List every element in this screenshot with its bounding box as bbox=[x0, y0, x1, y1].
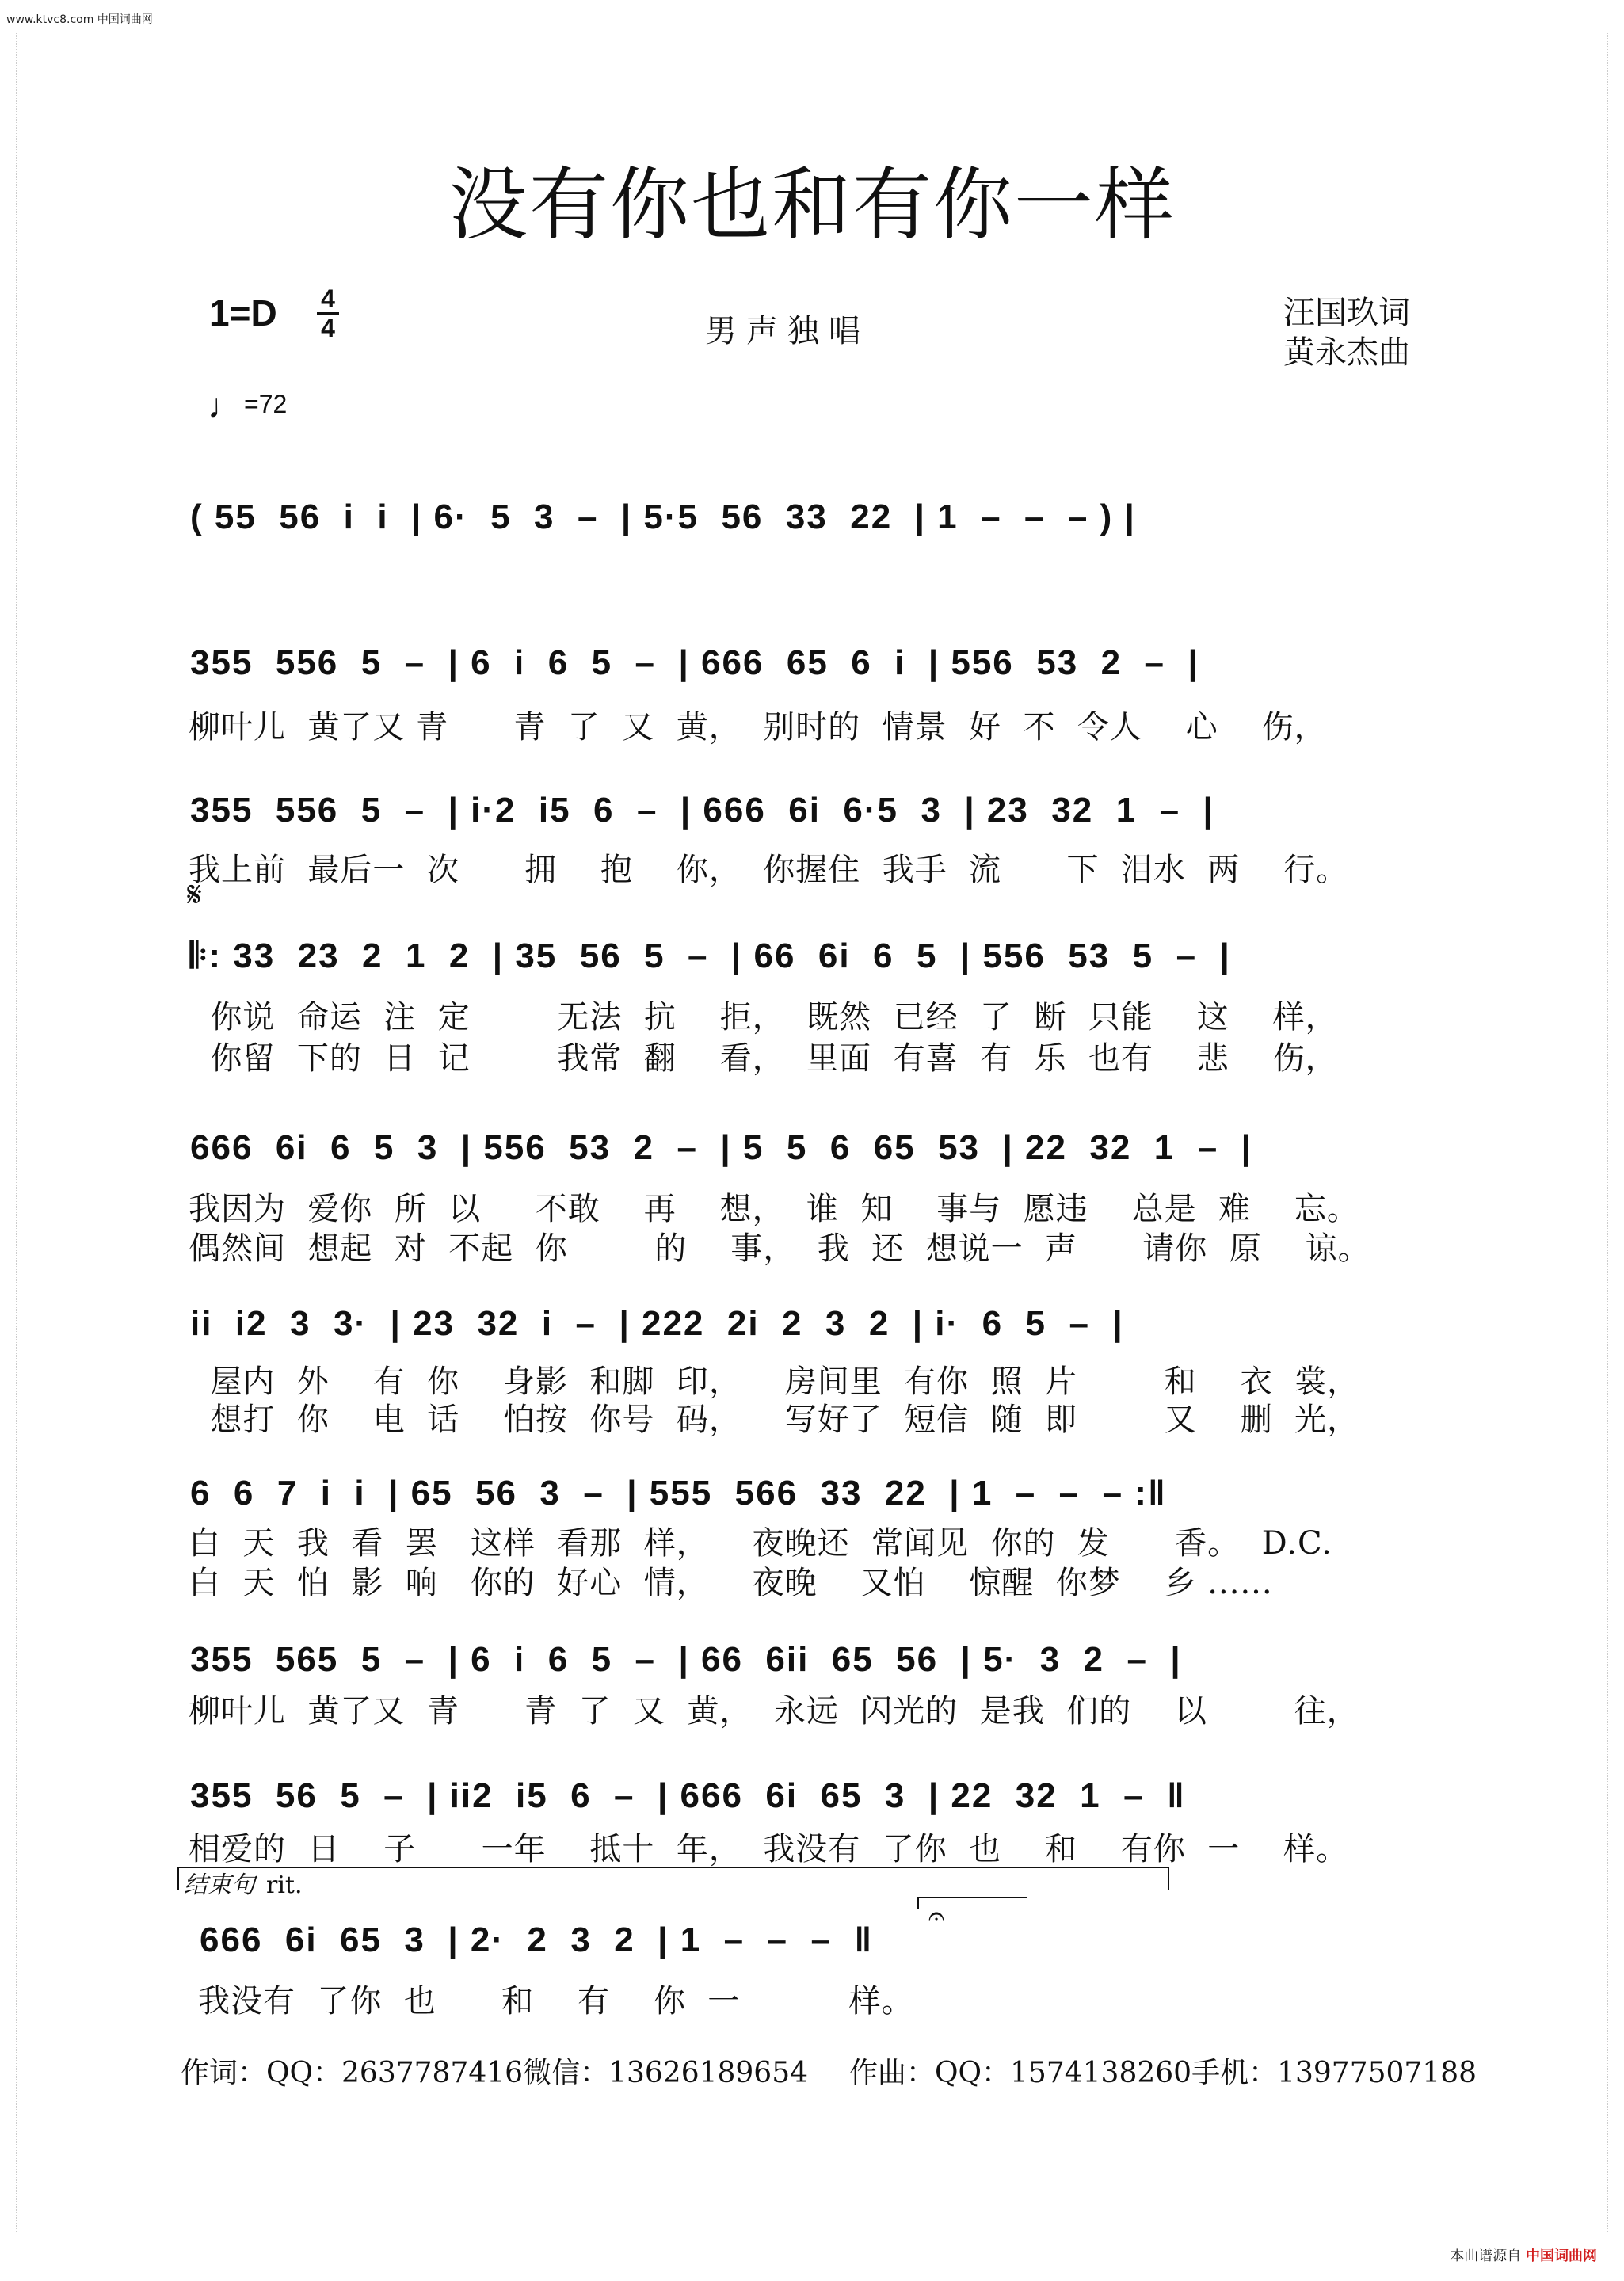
credits bbox=[1283, 293, 1410, 372]
composer-credit: 黄永杰曲 bbox=[1283, 334, 1410, 371]
left-margin-strip bbox=[3, 32, 17, 2233]
source-prefix: 本曲谱源自 bbox=[1450, 2248, 1522, 2264]
lyrics-row-5-verse-1: 屋内 外 有 你 身影 和脚 印， 房间里 有你 照 片 和 衣 裳， bbox=[189, 1364, 1360, 1400]
notation-row-2: 355 556 5 – | i·2 i5 6 – | 666 6i 6·5 3 | 23 32 1 – | bbox=[190, 791, 1214, 830]
notation-row-intro: ( 55 56 i i | 6· 5 3 – | 5·5 56 33 22 | 1 – – – ) | bbox=[190, 498, 1136, 536]
performance-type: 男声独唱 bbox=[705, 313, 870, 349]
ritardando-mark: rit. bbox=[266, 1871, 303, 1899]
lyrics-row-4-verse-2: 偶然间 想起 对 不起 你 的 事， 我 还 想说一 声 请你 原 谅。 bbox=[189, 1230, 1370, 1267]
notation-row-ending: 666 6i 65 3 | 2· 2 3 2 | 1 – – – ‖ bbox=[200, 1921, 874, 1959]
header-url[interactable]: www.ktvc8.com 中国词曲网 bbox=[6, 13, 153, 26]
right-margin-strip bbox=[1607, 32, 1621, 2233]
notation-row-7: 355 565 5 – | 6 i 6 5 – | 66 6ii 65 56 | 5· 3 2 – | bbox=[190, 1640, 1182, 1679]
segno-icon: 𝄋 bbox=[187, 875, 202, 915]
composer-contact: 作曲：QQ：1574138260手机：13977507188 bbox=[849, 2057, 1477, 2089]
lyrics-row-4-verse-1: 我因为 爱你 所 以 不敢 再 想， 谁 知 事与 愿违 总是 难 忘。 bbox=[189, 1191, 1359, 1227]
lyrics-row-6-verse-2: 白 天 怕 影 响 你的 好心 情， 夜晚 又怕 惊醒 你梦 乡 ...... bbox=[189, 1565, 1273, 1601]
ending-label-text: 结束句 bbox=[184, 1871, 255, 1899]
time-signature-bottom: 4 bbox=[321, 314, 335, 342]
source-attribution bbox=[1450, 2245, 1597, 2265]
lyrics-row-5-verse-2: 想打 你 电 话 怕按 你号 码， 写好了 短信 随 即 又 删 光， bbox=[189, 1402, 1360, 1438]
quarter-note-icon: ♩ bbox=[208, 387, 242, 425]
notation-row-4: 666 6i 6 5 3 | 556 53 2 – | 5 5 6 65 53 | 22 32 1 – | bbox=[190, 1128, 1252, 1167]
lyrics-row-1-verse-1: 柳叶儿 黄了又 青 青 了 又 黄， 别时的 情景 好 不 令人 心 伤， bbox=[189, 709, 1327, 746]
key-signature: 1=D bbox=[209, 292, 277, 334]
lyrics-row-3-verse-1: 你说 命运 注 定 无法 抗 拒， 既然 已经 了 断 只能 这 样， bbox=[189, 999, 1338, 1036]
source-brand-link[interactable]: 中国词曲网 bbox=[1526, 2248, 1597, 2264]
lyricist-credit: 汪国玖词 bbox=[1283, 295, 1410, 331]
notation-row-8: 355 56 5 – | ii2 i5 6 – | 666 6i 65 3 | 22 32 1 – ‖ bbox=[190, 1776, 1186, 1815]
notation-row-6: 6 6 7 i i | 65 56 3 – | 555 566 33 22 | 1 – – – :‖ bbox=[190, 1474, 1167, 1512]
time-signature-top: 4 bbox=[321, 284, 335, 313]
ending-label bbox=[184, 1865, 303, 1900]
ending-bracket bbox=[177, 1867, 1169, 1890]
tempo-marking bbox=[208, 387, 287, 426]
lyrics-row-7-verse-1: 柳叶儿 黄了又 青 青 了 又 黄， 永远 闪光的 是我 们的 以 往， bbox=[189, 1693, 1359, 1730]
song-title: 没有你也和有你一样 bbox=[448, 158, 1176, 251]
notation-row-3: 𝄆: 33 23 2 1 2 | 35 56 5 – | 66 6i 6 5 | 556 53 5 – | bbox=[190, 936, 1231, 975]
notation-row-1: 355 556 5 – | 6 i 6 5 – | 666 65 6 i | 556 53 2 – | bbox=[190, 643, 1199, 682]
lyrics-row-8-verse-1: 相爱的 日 子 一年 抵十 年， 我没有 了你 也 和 有你 一 样。 bbox=[189, 1831, 1349, 1867]
fermata-icon: 𝄐 bbox=[928, 1900, 945, 1932]
notation-row-5: ii i2 3 3· | 23 32 i – | 222 2i 2 3 2 | i· 6 5 – | bbox=[190, 1304, 1124, 1343]
lyrics-row-ending: 我没有 了你 也 和 有 你 一 样。 bbox=[198, 1983, 914, 2020]
lyrics-row-3-verse-2: 你留 下的 日 记 我常 翻 看， 里面 有喜 有 乐 也有 悲 伤， bbox=[189, 1040, 1338, 1077]
tempo-value: =72 bbox=[244, 390, 288, 418]
lyricist-contact: 作词：QQ：2637787416微信：13626189654 bbox=[181, 2057, 809, 2089]
lyrics-row-6-verse-1: 白 天 我 看 罢 这样 看那 样， 夜晚还 常闻见 你的 发 香。 D.C. bbox=[189, 1525, 1332, 1562]
time-signature bbox=[314, 285, 342, 341]
lyrics-row-2-verse-1: 我上前 最后一 次 拥 抱 你， 你握住 我手 流 下 泪水 两 行。 bbox=[189, 852, 1349, 888]
